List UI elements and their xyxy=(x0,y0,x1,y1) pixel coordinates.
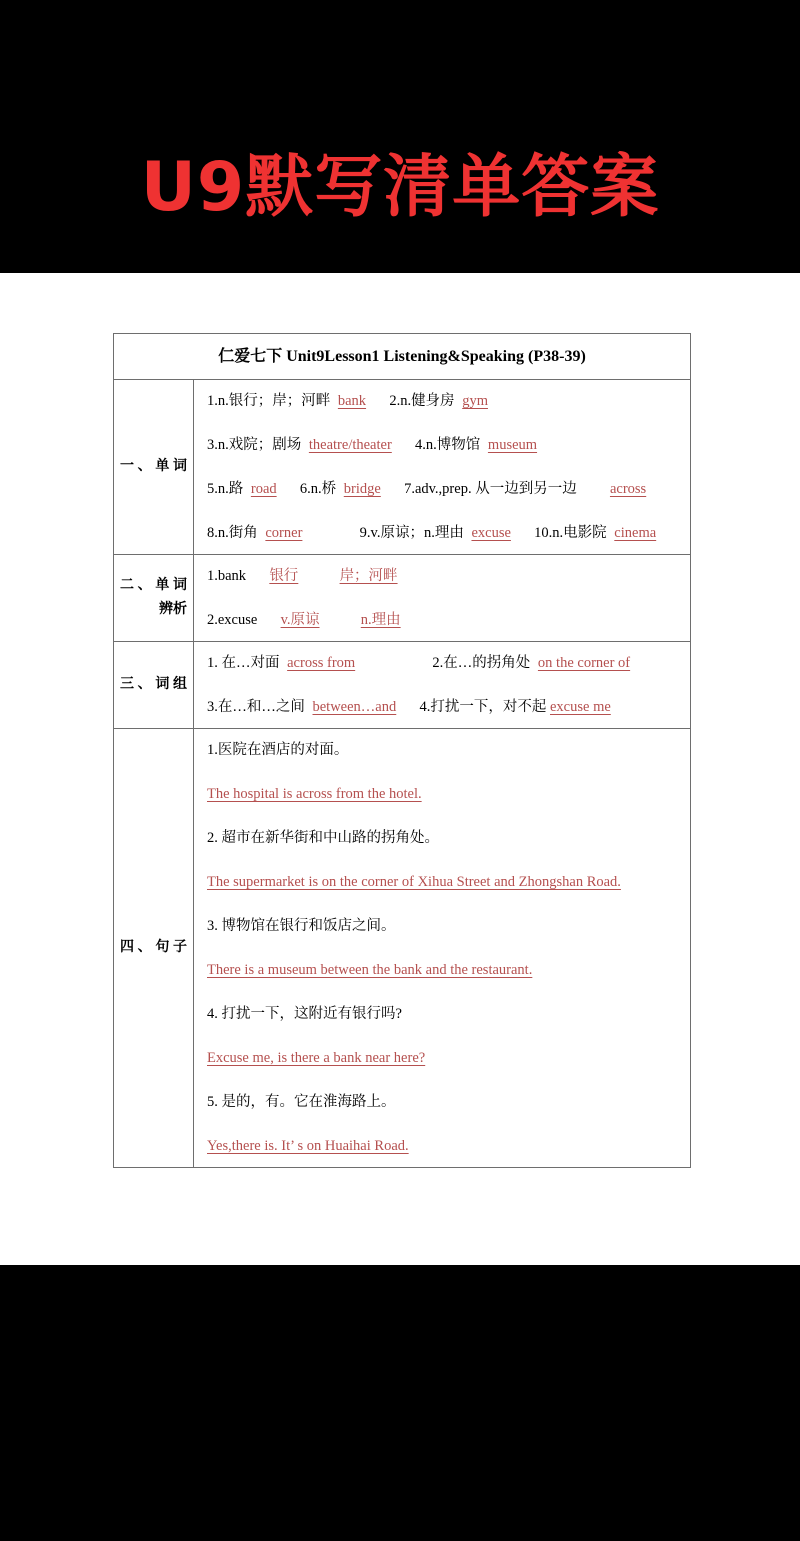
word-answer-8: corner xyxy=(265,525,303,541)
word-answer-9: excuse xyxy=(471,525,511,541)
table-row-distinction xyxy=(114,555,690,642)
section-label-sentences-line1: 四、句子 xyxy=(120,940,187,955)
distinction-excuse-meaning-1: v.原谅 xyxy=(280,612,320,628)
section-body-distinction xyxy=(194,555,690,641)
word-answer-2: gym xyxy=(462,393,488,409)
word-answer-5: road xyxy=(250,481,277,497)
sentence-chinese: 3. 博物馆在银行和饭店之间。 xyxy=(207,918,396,934)
distinction-bank-meaning-1: 银行 xyxy=(269,568,299,584)
word-line-3 xyxy=(207,478,684,500)
word-prompt-8: 8.n.街角 xyxy=(207,525,258,541)
word-prompt-1: 1.n.银行；岸；河畔 xyxy=(207,393,331,409)
section-body-words xyxy=(194,380,690,554)
poster-title: U9默写清单答案 xyxy=(140,148,660,227)
word-prompt-9: 9.v.原谅；n.理由 xyxy=(359,525,464,541)
section-label-words-line1: 一、单词 xyxy=(120,459,187,474)
word-prompt-3: 3.n.戏院；剧场 xyxy=(207,437,302,453)
phrase-line-1 xyxy=(207,652,684,674)
word-line-2 xyxy=(207,434,684,456)
phrase-line-2 xyxy=(207,696,684,718)
worksheet-header: 仁爱七下 Unit9Lesson1 Listening&Speaking (P38-39) xyxy=(114,334,690,380)
section-body-sentences xyxy=(194,729,690,1167)
section-label-words xyxy=(114,380,194,554)
distinction-excuse-meaning-2: n.理由 xyxy=(360,612,401,628)
sentence-chinese: 1.医院在酒店的对面。 xyxy=(207,742,349,758)
word-answer-10: cinema xyxy=(614,525,657,541)
distinction-bank-meaning-2: 岸；河畔 xyxy=(339,568,398,584)
phrase-prompt-4: 4.打扰一下，对不起 xyxy=(419,699,547,715)
word-line-1 xyxy=(207,390,684,412)
table-row-words xyxy=(114,380,690,555)
section-body-phrases xyxy=(194,642,690,728)
sentence-english: The supermarket is on the corner of Xihua Street and Zhongshan Road. xyxy=(207,874,621,890)
distinction-word-bank: 1.bank xyxy=(207,568,247,584)
phrase-answer-2: on the corner of xyxy=(537,655,631,671)
word-prompt-10: 10.n.电影院 xyxy=(534,525,607,541)
top-black-banner xyxy=(0,0,800,273)
bottom-black-banner xyxy=(0,1265,800,1541)
section-label-distinction-line2: 辨析 xyxy=(159,602,187,617)
word-answer-6: bridge xyxy=(343,481,381,497)
word-prompt-4: 4.n.博物馆 xyxy=(415,437,481,453)
word-answer-4: museum xyxy=(487,437,538,453)
phrase-prompt-2: 2.在…的拐角处 xyxy=(432,655,531,671)
word-prompt-7: 7.adv.,prep. 从一边到另一边 xyxy=(404,481,577,497)
sentence-english: Excuse me, is there a bank near here? xyxy=(207,1050,426,1066)
sentence-english: There is a museum between the bank and the restaurant. xyxy=(207,962,533,978)
sentence-english: The hospital is across from the hotel. xyxy=(207,786,422,802)
phrase-prompt-1: 1. 在…对面 xyxy=(207,655,280,671)
word-prompt-2: 2.n.健身房 xyxy=(389,393,455,409)
section-label-phrases xyxy=(114,642,194,728)
section-label-phrases-line1: 三、词组 xyxy=(120,677,187,692)
phrase-answer-1: across from xyxy=(287,655,356,671)
sentence-chinese: 2. 超市在新华街和中山路的拐角处。 xyxy=(207,830,439,846)
table-row-phrases xyxy=(114,642,690,729)
distinction-word-excuse: 2.excuse xyxy=(207,612,258,628)
word-line-4 xyxy=(207,522,684,544)
word-answer-7: across xyxy=(609,481,647,497)
phrase-answer-4: excuse me xyxy=(550,699,611,715)
table-row-sentences xyxy=(114,729,690,1167)
sentence-english: Yes,there is. It’ s on Huaihai Road. xyxy=(207,1138,409,1154)
section-label-distinction xyxy=(114,555,194,641)
phrase-answer-3: between…and xyxy=(312,699,397,715)
word-prompt-5: 5.n.路 xyxy=(207,481,244,497)
worksheet-table xyxy=(113,333,691,1168)
section-label-sentences xyxy=(114,729,194,1167)
sentence-chinese: 4. 打扰一下，这附近有银行吗? xyxy=(207,1006,402,1022)
word-prompt-6: 6.n.桥 xyxy=(299,481,337,497)
word-answer-1: bank xyxy=(337,393,367,409)
section-label-distinction-line1: 二、单词 xyxy=(120,578,187,593)
distinction-line-1 xyxy=(207,565,684,587)
distinction-line-2 xyxy=(207,609,684,631)
phrase-prompt-3: 3.在…和…之间 xyxy=(207,699,305,715)
sentence-chinese: 5. 是的，有。它在淮海路上。 xyxy=(207,1094,396,1110)
word-answer-3: theatre/theater xyxy=(308,437,392,453)
